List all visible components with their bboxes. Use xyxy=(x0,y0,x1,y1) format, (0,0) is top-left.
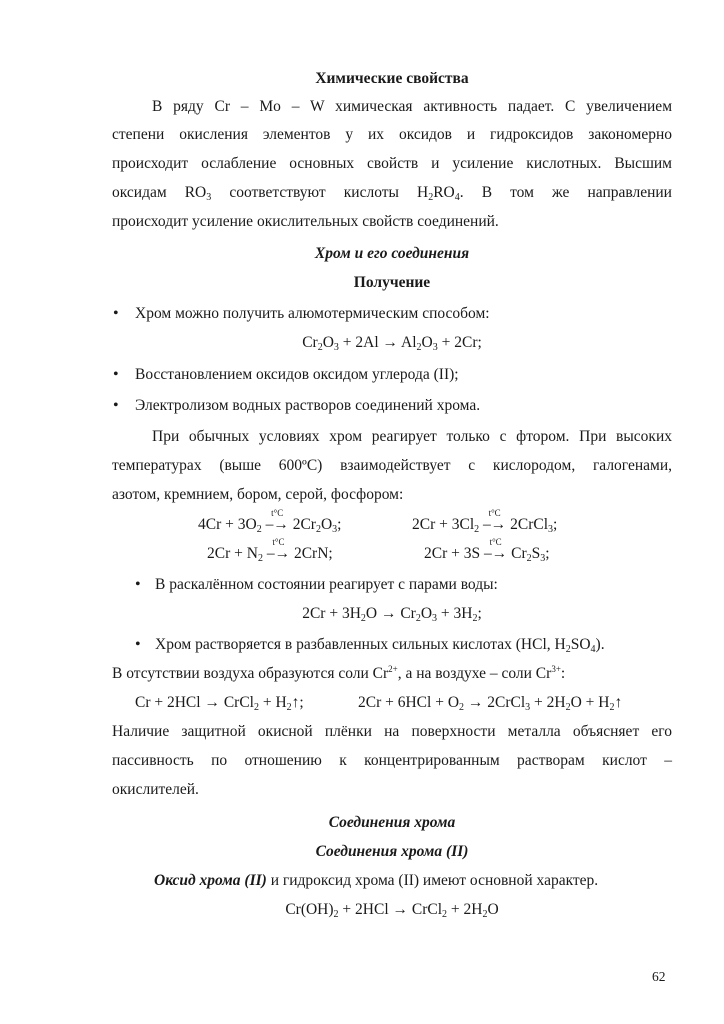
equation-steam: $2Cr + 3H_2O \to Cr_2O_3 + 3H_2$; xyxy=(302,605,482,624)
equation-chlorine: $2Cr + 3Cl_2$ – t°C → 2CrCl$_3$; xyxy=(412,508,558,535)
bullet-marker: • xyxy=(135,636,141,653)
paragraph-1-line-3: происходит ослабление основных свойств и усиление кислотных. Высшим xyxy=(112,155,672,172)
salts-line: В отсутствии воздуха образуются соли $Cr^{2+}$, а на воздухе – соли $Cr^{3+}$: xyxy=(112,664,566,682)
paragraph-3-line-1: Наличие защитной окисной плёнки на поверхности металла объясняет его xyxy=(112,723,672,740)
bullet-reduction: Восстановлением оксидов оксидом углерода (II); xyxy=(135,366,459,383)
paragraph-1-line-2: степени окисления элементов у их оксидов и гидроксидов закономерно xyxy=(112,126,672,143)
bullet-marker: • xyxy=(113,305,119,322)
subsection-heading-compounds-ii: Соединения хрома (II) xyxy=(315,843,469,860)
oxide-description: и гидроксид хрома (II) имеют основной характер. xyxy=(266,872,599,889)
page-number: 62 xyxy=(652,969,666,984)
page-title: Химические свойства xyxy=(315,70,469,87)
paragraph-3-line-3: окислителей. xyxy=(112,781,199,798)
paragraph-1-line-5: происходит усиление окислительных свойств соединений. xyxy=(112,213,499,230)
equation-aluminothermy: $Cr_2O_3 + 2Al \to Al_2O_3 + 2Cr$; xyxy=(302,334,482,353)
bullet-marker: • xyxy=(113,366,119,383)
section-heading-compounds: Соединения хрома xyxy=(328,814,456,831)
equation-hydroxide: $Cr(OH)_2 + 2HCl$ → CrCl$_2$ + $2H_2O$ xyxy=(285,901,499,920)
section-heading-chromium: Хром и его соединения xyxy=(314,245,470,262)
bullet-marker: • xyxy=(113,397,119,414)
bullet-aluminothermy: Хром можно получить алюмотермическим способом: xyxy=(135,305,490,322)
equation-nitrogen: $2Cr + N_2$ – t°C → 2CrN; xyxy=(207,537,333,564)
subsection-heading-obtaining: Получение xyxy=(353,274,431,291)
bullet-electrolysis: Электролизом водных растворов соединений хрома. xyxy=(135,397,481,414)
equation-oxygen: $4Cr + 3O_2$ – t°C → $2Cr_2O_3$; xyxy=(198,508,342,535)
paragraph-2-line-3: азотом, кремнием, бором, серой, фосфором: xyxy=(112,486,404,503)
paragraph-1-line-4: оксидам $RO_3$ соответствуют кислоты $H_2RO_4$. В том же направлении xyxy=(112,184,672,203)
paragraph-2-line-1: При обычных условиях хром реагирует только с фтором. При высоких xyxy=(152,428,672,445)
equation-hcl-air: $2Cr + 6HCl + O_2$ → 2CrCl$_3$ + $2H_2O$ + $H_2↑$ xyxy=(358,694,623,713)
paragraph-2-line-2: температурах (выше 600ºС) взаимодействует с кислородом, галогенами, xyxy=(112,457,672,474)
equation-sulfur: 2Cr + 3S – t°C → $Cr_2S_3$; xyxy=(424,537,550,564)
oxide-line xyxy=(154,872,598,890)
equation-hcl-no-air: Cr + 2HCl → CrCl$_2$ + $H_2↑$; xyxy=(135,694,304,713)
bullet-acids: Хром растворяется в разбавленных сильных кислотах (HCl, $H_2SO_4$). xyxy=(155,636,605,655)
bullet-steam: В раскалённом состоянии реагирует с парами воды: xyxy=(155,576,498,593)
oxide-term: Оксид хрома (II) xyxy=(154,872,267,889)
paragraph-1-line-1: В ряду Cr – Mo – W химическая активность падает. С увеличением xyxy=(152,98,672,115)
paragraph-3-line-2: пассивность по отношению к концентрированным растворам кислот – xyxy=(112,752,672,769)
bullet-marker: • xyxy=(135,576,141,593)
